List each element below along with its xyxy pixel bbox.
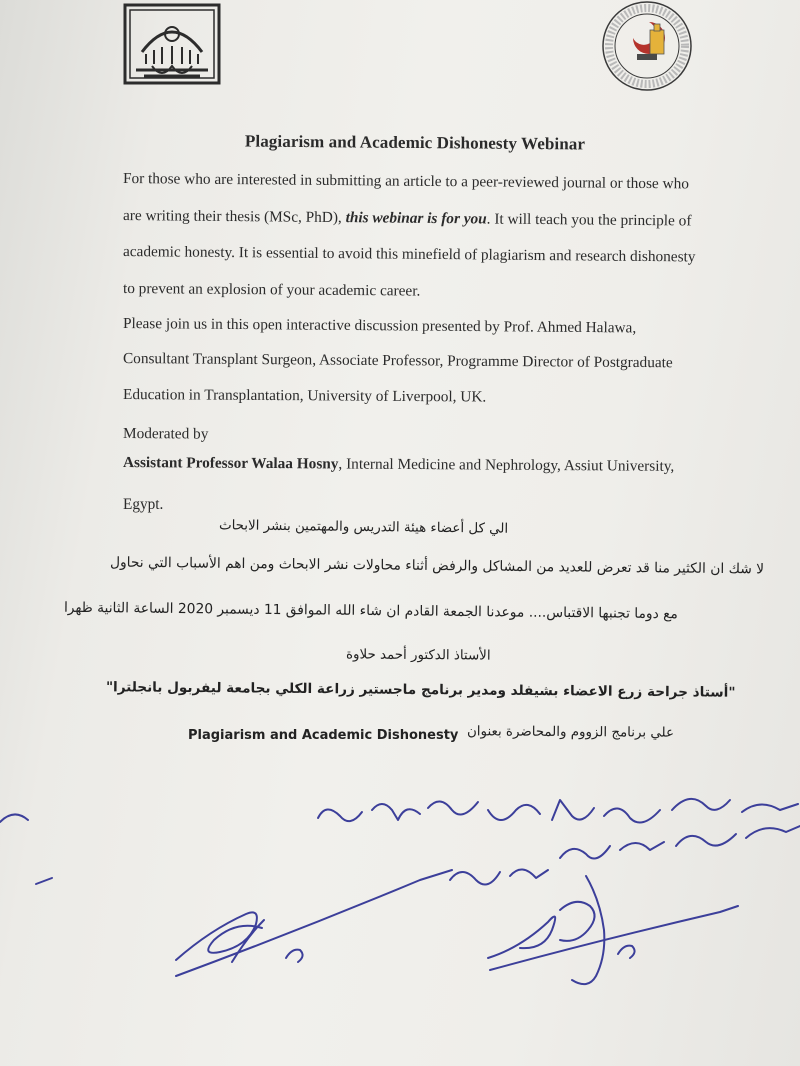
faculty-logo [597, 0, 697, 92]
moderator-name: Assistant Professor Walaa Hosny [122, 454, 339, 473]
paragraph-line: Education in Transplantation, University of Liverpool, UK. [122, 386, 487, 406]
paragraph-line: Consultant Transplant Surgeon, Associate Professor, Programme Director of Postgraduate [122, 350, 673, 372]
paragraph-line: are writing their thesis (MSc, PhD), this webinar is for you. It will teach you the principle of [122, 207, 692, 230]
arabic-line: الي كل أعضاء هيئة التدريس والمهتمين بنشر الابحاث [218, 518, 509, 537]
arabic-line: لا شك ان الكثير منا قد تعرض للعديد من المشاكل والرفض أثناء محاولات نشر الابحاث ومن اهم الأسباب التي نحاول [109, 554, 765, 578]
moderator-line: Assistant Professor Walaa Hosny, Internal Medicine and Nephrology, Assiut University, [122, 454, 675, 475]
arabic-line: الأستاذ الدكتور أحمد حلاوة [346, 647, 492, 664]
arabic-line: علي برنامج الزووم والمحاضرة بعنوان [466, 724, 675, 741]
handwritten-signatures [0, 780, 800, 1066]
emphasis-text: this webinar is for you [345, 209, 487, 228]
paragraph-line: For those who are interested in submitting an article to a peer-reviewed journal or those who [122, 170, 689, 193]
university-logo [122, 2, 222, 86]
moderator-country: Egypt. [123, 496, 164, 513]
paragraph-line: Please join us in this open interactive discussion presented by Prof. Ahmed Halawa, [122, 315, 637, 337]
moderated-by-label: Moderated by [122, 425, 209, 443]
paragraph-line: academic honesty. It is essential to avoid this minefield of plagiarism and research dishonesty [122, 243, 696, 266]
arabic-line: "أستاذ جراحة زرع الاعضاء بشيفلد ومدير برنامج ماجستير زراعة الكلي بجامعة ليفربول بانجلترا" [105, 679, 736, 701]
paragraph-line: to prevent an explosion of your academic career. [122, 280, 421, 300]
document-title: Plagiarism and Academic Dishonesty Webinar [244, 131, 586, 154]
arabic-line: مع دوما تجنبها الاقتباس.... موعدنا الجمعة القادم ان شاء الله الموافق 11 ديسمبر 2020 الساعة الثانية ظهرا [64, 599, 679, 623]
webinar-title-english: Plagiarism and Academic Dishonesty [188, 728, 459, 743]
